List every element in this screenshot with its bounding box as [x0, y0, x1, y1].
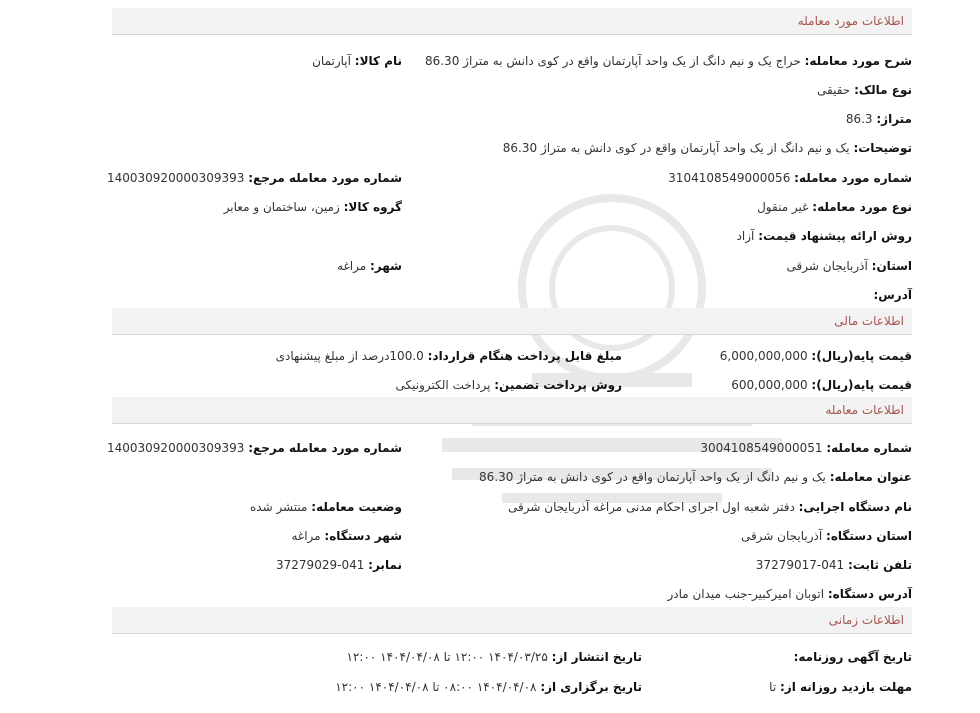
section-title: اطلاعات مالی: [834, 314, 904, 328]
field-deal-reference-number: شماره مورد معامله مرجع: 140030920000309393: [106, 441, 402, 455]
section-title: اطلاعات زمانی: [828, 613, 904, 627]
field-reference-number: شماره مورد معامله مرجع: 140030920000309393: [106, 171, 402, 185]
field-base-price-guarantee: قیمت پایه(ریال): 600,000,000: [731, 378, 912, 392]
field-daily-visit: مهلت بازدید روزانه از: تا: [769, 680, 912, 694]
section-header-financial: [112, 308, 912, 335]
field-address: آدرس:: [873, 288, 912, 302]
field-goods-group: گروه کالا: زمین، ساختمان و معابر: [223, 200, 402, 214]
field-deal-status: وضعیت معامله: منتشر شده: [249, 500, 402, 514]
field-deal-title: عنوان معامله: یک و نیم دانگ از یک واحد آپارتمان واقع در کوی دانش به متراژ 86.30: [479, 470, 912, 484]
field-hold-date: تاریخ برگزاری از: ۱۴۰۴/۰۴/۰۸ ۰۸:۰۰ تا ۱۴۰۴/۰۴/۰۸ ۱۲:۰۰: [335, 680, 642, 694]
field-area: متراژ: 86.3: [845, 112, 912, 126]
field-newspaper-date: تاریخ آگهی روزنامه:: [793, 650, 912, 664]
field-goods-name: نام کالا: آپارتمان: [312, 54, 402, 68]
field-phone: تلفن ثابت: 041-37279017: [755, 558, 912, 572]
field-deal-type: نوع مورد معامله: غیر منقول: [757, 200, 912, 214]
field-notes: توضیحات: یک و نیم دانگ از یک واحد آپارتمان واقع در کوی دانش به متراژ 86.30: [502, 141, 912, 155]
field-publish-date: تاریخ انتشار از: ۱۴۰۴/۰۳/۲۵ ۱۲:۰۰ تا ۱۴۰۴/۰۴/۰۸ ۱۲:۰۰: [346, 650, 642, 664]
field-guarantee-method: روش پرداخت تضمین: پرداخت الکترونیکی: [395, 378, 622, 392]
field-owner-type: نوع مالک: حقیقی: [817, 83, 912, 97]
field-executive-agency: نام دستگاه اجرایی: دفتر شعبه اول اجرای احکام مدنی مراغه آذربایجان شرقی: [508, 500, 912, 514]
field-agency-province: استان دستگاه: آذربایجان شرقی: [740, 529, 912, 543]
field-offer-method: روش ارائه پیشنهاد قیمت: آزاد: [736, 229, 912, 243]
field-deal-item-number: شماره مورد معامله: 3104108549000056: [668, 171, 912, 185]
field-province: استان: آذربایجان شرقی: [786, 259, 912, 273]
field-city: شهر: مراغه: [337, 259, 402, 273]
section-header-time: [112, 607, 912, 634]
section-title: اطلاعات مورد معامله: [797, 14, 904, 28]
field-item-description: شرح مورد معامله: حراج یک و نیم دانگ از یک واحد آپارتمان واقع در کوی دانش به متراژ 86.30: [424, 54, 912, 68]
auction-detail-page: [106, 8, 912, 708]
section-header-item-info: [112, 8, 912, 35]
field-contract-payable: مبلغ قابل پرداخت هنگام قرارداد: 100.0درصد از مبلغ پیشنهادی: [275, 349, 622, 363]
field-fax: نمابر: 041-37279029: [276, 558, 402, 572]
section-header-deal: [112, 397, 912, 424]
field-agency-city: شهر دستگاه: مراغه: [291, 529, 402, 543]
field-deal-number: شماره معامله: 3004108549000051: [700, 441, 912, 455]
section-title: اطلاعات معامله: [825, 403, 904, 417]
field-base-price: قیمت پایه(ریال): 6,000,000,000: [719, 349, 912, 363]
field-agency-address: آدرس دستگاه: اتوبان امیرکبیر-جنب میدان مادر: [667, 587, 912, 601]
